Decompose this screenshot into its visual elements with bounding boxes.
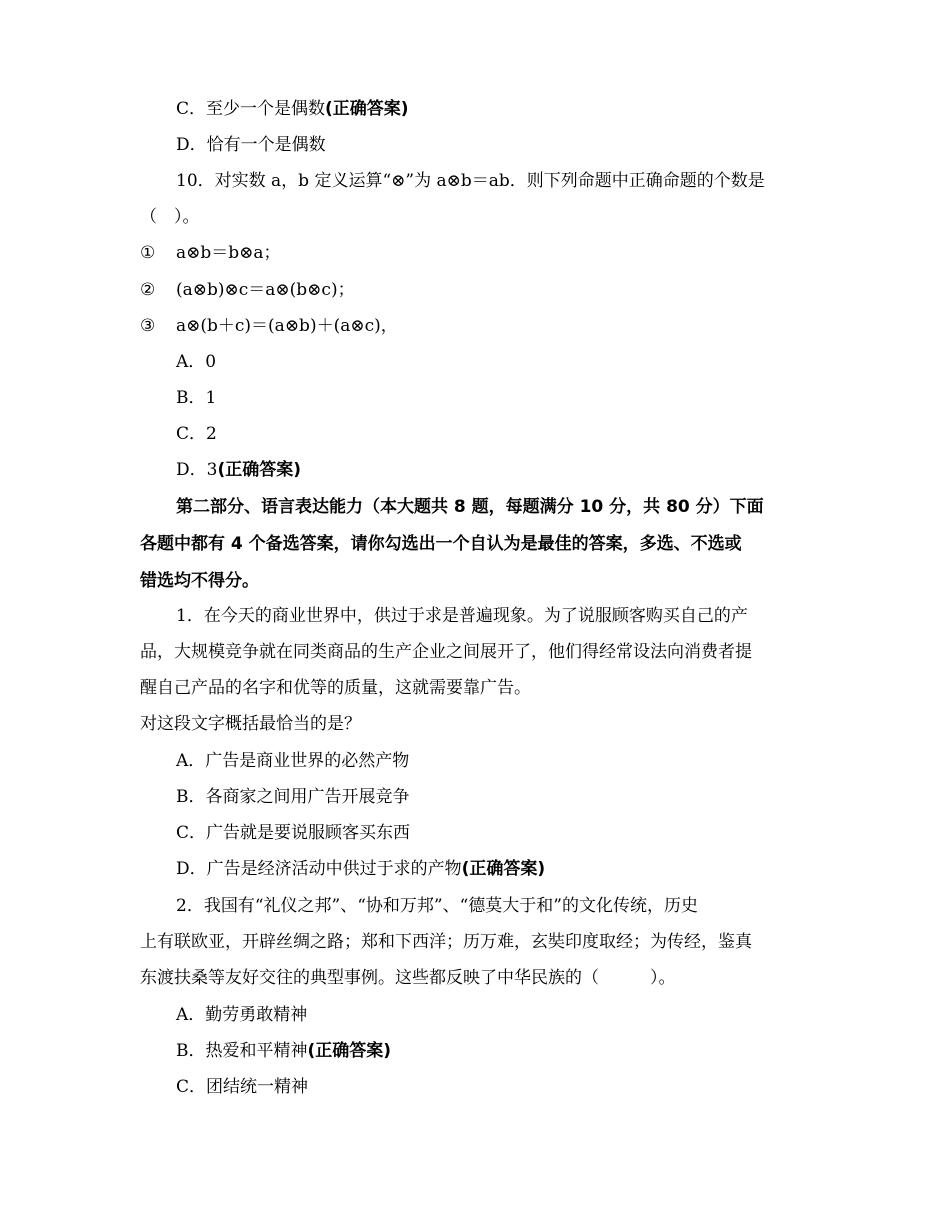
p2-paragraph-line-2: 上有联欧亚，开辟丝绸之路；郑和下西洋；历万难，玄奘印度取经；为传经，鉴真 <box>140 932 752 952</box>
proposition-number: ② <box>140 280 156 300</box>
q10-option-a: A．0 <box>176 352 217 372</box>
q10-stem-line-1: 10．对实数 a，b 定义运算“⊗”为 a⊗b＝ab．则下列命题中正确命题的个数是 <box>176 171 765 191</box>
q10-proposition-2 <box>140 279 820 301</box>
p1-option-c: C．广告就是要说服顾客买东西 <box>176 823 411 843</box>
proposition-number: ① <box>140 243 156 263</box>
part2-heading-line-2: 各题中都有 4 个备选答案，请你勾选出一个自认为是最佳的答案，多选、不选或 <box>140 534 742 554</box>
option-text: D．恰有一个是偶数 <box>176 135 326 155</box>
proposition-text: a⊗(b＋c)＝(a⊗b)＋(a⊗c)， <box>176 316 398 336</box>
part2-heading-line-1: 第二部分、语言表达能力（本大题共 8 题，每题满分 10 分，共 80 分）下面 <box>176 497 764 517</box>
option-text: B．热爱和平精神 <box>176 1041 308 1061</box>
proposition-number: ③ <box>140 316 156 336</box>
p1-paragraph-line-3: 醒自己产品的名字和优等的质量，这就需要靠广告。 <box>140 678 531 698</box>
p1-paragraph-line-1: 1．在今天的商业世界中，供过于求是普遍现象。为了说服顾客购买自己的产 <box>176 606 748 626</box>
p2-paragraph-line-3: 东渡扶桑等友好交往的典型事例。这些都反映了中华民族的（ ）。 <box>140 968 676 988</box>
p2-option-b <box>176 1040 856 1062</box>
p1-paragraph-line-2: 品，大规模竞争就在同类商品的生产企业之间展开了，他们得经常设法向消费者提 <box>140 642 752 662</box>
option-text: D．3 <box>176 460 218 480</box>
q10-option-b: B．1 <box>176 388 217 408</box>
p2-paragraph-line-1: 2．我国有“礼仪之邦”、“协和万邦”、“德莫大于和”的文化传统，历史 <box>176 896 698 916</box>
proposition-text: a⊗b＝b⊗a； <box>176 243 281 263</box>
p2-option-c: C．团结统一精神 <box>176 1077 309 1097</box>
p1-option-a: A．广告是商业世界的必然产物 <box>176 751 410 771</box>
correct-answer-mark: (正确答案) <box>307 1041 392 1061</box>
correct-answer-mark: (正确答案) <box>325 99 409 119</box>
q10-option-d <box>176 459 856 481</box>
q10-option-c: C．2 <box>176 424 217 444</box>
option-text: D．广告是经济活动中供过于求的产物 <box>176 859 462 879</box>
correct-answer-mark: (正确答案) <box>217 460 301 480</box>
q9-option-d <box>176 134 856 156</box>
option-text: C．至少一个是偶数 <box>176 99 326 119</box>
q10-proposition-1 <box>140 242 820 264</box>
p2-option-a: A．勤劳勇敢精神 <box>176 1005 308 1025</box>
proposition-text: (a⊗b)⊗c＝a⊗(b⊗c)； <box>176 280 355 300</box>
q9-option-c <box>176 98 856 120</box>
q10-proposition-3 <box>140 315 820 337</box>
correct-answer-mark: (正确答案) <box>461 859 546 879</box>
part2-heading-line-3: 错选均不得分。 <box>140 571 259 591</box>
p1-question: 对这段文字概括最恰当的是？ <box>140 714 361 734</box>
p1-option-b: B．各商家之间用广告开展竞争 <box>176 787 410 807</box>
q10-stem-line-2: （ ）。 <box>140 207 200 227</box>
p1-option-d <box>176 858 856 880</box>
